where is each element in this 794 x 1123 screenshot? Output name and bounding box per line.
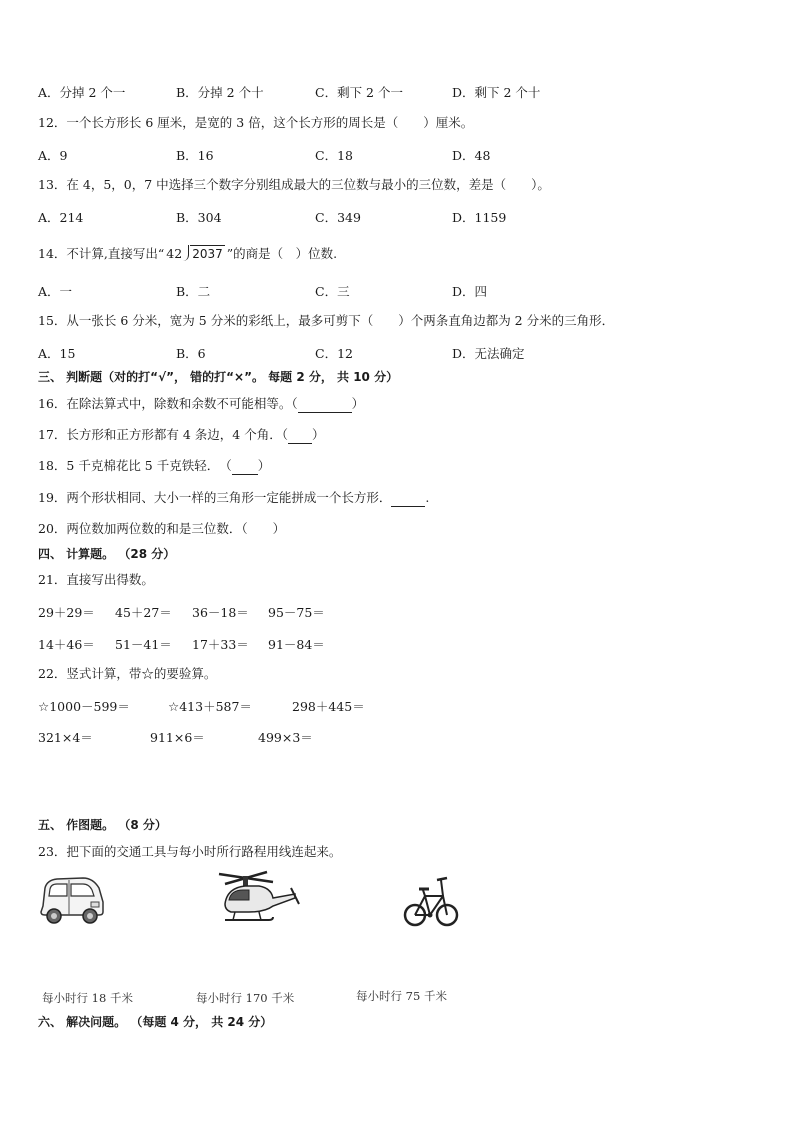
q15-option-b: B．6 (176, 346, 206, 361)
q21-expr: 36－18＝ (192, 605, 249, 620)
bicycle-icon (403, 870, 459, 932)
dividend: 2037 (192, 247, 223, 261)
q22-expr: 911×6＝ (150, 730, 205, 745)
q21-stem: 21．直接写出得数。 (38, 572, 154, 587)
long-division (166, 245, 224, 262)
q21-expr: 45＋27＝ (115, 605, 172, 620)
section5-title: 五、 作图题。 （8 分） (38, 818, 167, 832)
q11-option-a: A．分掉 2 个一 (38, 85, 126, 100)
q13-option-b: B．304 (176, 210, 222, 225)
section4-title: 四、 计算题。 （28 分） (38, 547, 176, 561)
q11-option-c: C．剩下 2 个一 (315, 85, 403, 100)
q22-expr: 321×4＝ (38, 730, 93, 745)
q22-expr: 499×3＝ (258, 730, 313, 745)
section6-title: 六、 解决问题。 （每题 4 分， 共 24 分） (38, 1015, 273, 1029)
section3-title: 三、 判断题（对的打“√”， 错的打“×”。 每题 2 分， 共 10 分） (38, 370, 399, 384)
q21-expr: 95－75＝ (268, 605, 325, 620)
q13-stem: 13．在 4，5，0，7 中选择三个数字分别组成最大的三位数与最小的三位数，差是（ ）。 (38, 177, 550, 192)
q14-option-c: C．三 (315, 284, 350, 299)
q15-option-d: D．无法确定 (452, 346, 525, 361)
q13-option-a: A．214 (38, 210, 84, 225)
q15-option-a: A．15 (38, 346, 76, 361)
q14-option-b: B．二 (176, 284, 211, 299)
q11-option-d: D．剩下 2 个十 (452, 85, 541, 100)
q12-option-a: A．9 (38, 148, 68, 163)
q19: 19．两个形状相同、大小一样的三角形一定能拼成一个长方形． . (38, 490, 430, 505)
speed-caption: 每小时行 18 千米 (42, 991, 133, 1005)
q21-expr: 51－41＝ (115, 637, 172, 652)
q21-expr: 29＋29＝ (38, 605, 95, 620)
q12-option-c: C．18 (315, 148, 353, 163)
q22-expr: 298＋445＝ (292, 699, 365, 714)
q22-stem: 22．竖式计算，带☆的要验算。 (38, 666, 217, 681)
q13-option-d: D．1159 (452, 210, 507, 225)
speed-caption: 每小时行 75 千米 (356, 989, 447, 1003)
q14-prefix: 14．不计算,直接写出“ (38, 246, 165, 261)
divisor: 42 (166, 246, 183, 261)
q12-option-d: D．48 (452, 148, 491, 163)
q17: 17．长方形和正方形都有 4 条边，4 个角．（ ） (38, 427, 325, 442)
q11-option-b: B．分掉 2 个十 (176, 85, 264, 100)
q15-stem: 15．从一张长 6 分米，宽为 5 分米的彩纸上，最多可剪下（ ）个两条直角边都为 2 分米的三角形． (38, 313, 615, 328)
car-icon (37, 872, 107, 926)
q21-expr: 91－84＝ (268, 637, 325, 652)
q15-option-c: C．12 (315, 346, 353, 361)
helicopter-icon (215, 868, 300, 930)
q22-expr: ☆413＋587＝ (168, 699, 252, 714)
speed-caption: 每小时行 170 千米 (196, 991, 295, 1005)
q16: 16．在除法算式中，除数和余数不可能相等。（ ） (38, 396, 365, 411)
q21-expr: 14＋46＝ (38, 637, 95, 652)
q13-option-c: C．349 (315, 210, 361, 225)
q14-suffix: ”的商是（ ）位数. (226, 246, 338, 261)
q23-stem: 23．把下面的交通工具与每小时所行路程用线连起来。 (38, 844, 342, 859)
q12-option-b: B．16 (176, 148, 214, 163)
q14-option-a: A．一 (38, 284, 73, 299)
q18: 18．5 千克棉花比 5 千克铁轻． （ ） (38, 458, 271, 473)
q14-option-d: D．四 (452, 284, 488, 299)
q22-expr: ☆1000－599＝ (38, 699, 130, 714)
q12-stem: 12．一个长方形长 6 厘米，是宽的 3 倍，这个长方形的周长是（ ）厘米。 (38, 115, 474, 130)
q20: 20．两位数加两位数的和是三位数．（ ） (38, 521, 286, 536)
q14-stem (38, 245, 337, 262)
q21-expr: 17＋33＝ (192, 637, 249, 652)
